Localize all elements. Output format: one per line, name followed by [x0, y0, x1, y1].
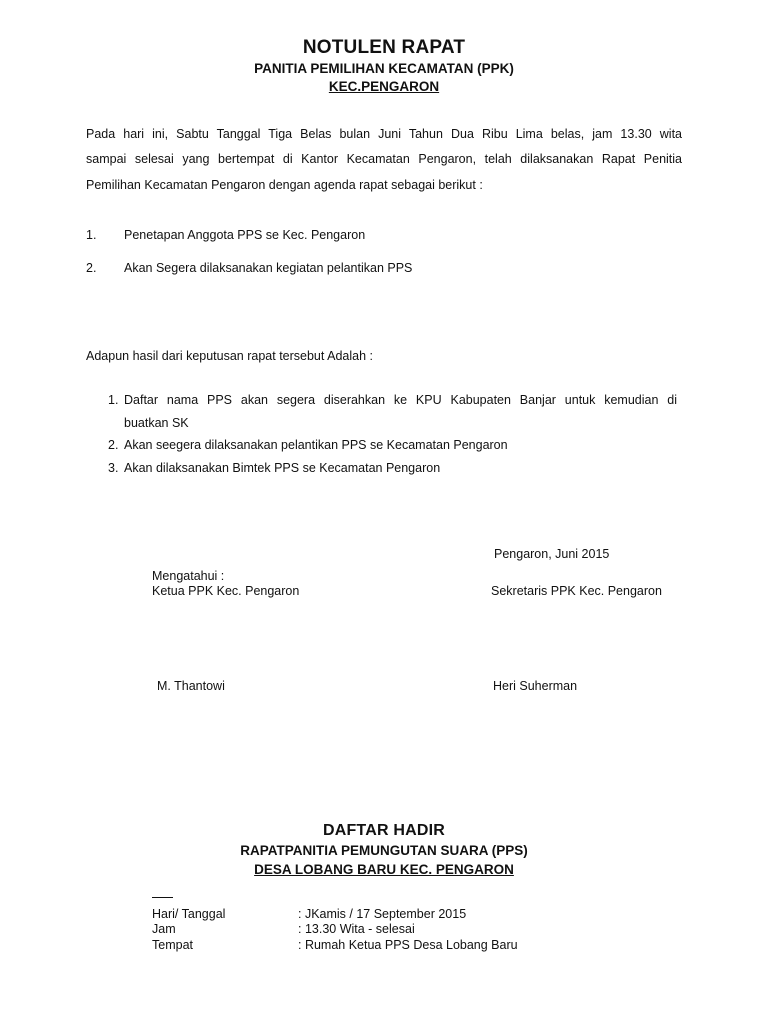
intro-line-2: sampai selesai yang bertempat di Kantor Kecamatan Pengaron, telah dilaksanakan Rapat Penitia	[86, 152, 682, 166]
result-item-2-text: Akan seegera dilaksanakan pelantikan PPS se Kecamatan Pengaron	[124, 438, 508, 452]
short-divider	[152, 897, 173, 898]
attendance-row-value-day: : JKamis / 17 September 2015	[298, 907, 467, 921]
result-item-1-continuation: buatkan SK	[124, 416, 189, 430]
attendance-row-label-day: Hari/ Tanggal	[152, 907, 226, 921]
intro-line-1: Pada hari ini, Sabtu Tanggal Tiga Belas bulan Juni Tahun Dua Ribu Lima belas, jam 13.30 wita	[86, 127, 682, 141]
document-title: NOTULEN RAPAT	[302, 37, 466, 58]
result-item-1-text: Daftar nama PPS akan segera diserahkan ke KPU Kabupaten Banjar untuk kemudian di	[124, 393, 677, 407]
location-wrapper	[0, 79, 768, 94]
signature-left-label-1: Mengatahui :	[152, 569, 225, 583]
agenda-item-2-text: Akan Segera dilaksanakan kegiatan pelantikan PPS	[124, 261, 413, 275]
result-item-3-number: 3.	[108, 461, 119, 475]
signature-place-date: Pengaron, Juni 2015	[494, 547, 610, 561]
attendance-subtitle: RAPATPANITIA PEMUNGUTAN SUARA (PPS)	[240, 843, 528, 858]
attendance-row-label-time: Jam	[152, 922, 176, 936]
signature-right-label: Sekretaris PPK Kec. Pengaron	[491, 584, 662, 598]
document-subtitle: PANITIA PEMILIHAN KECAMATAN (PPK)	[254, 61, 514, 76]
attendance-row-value-place: : Rumah Ketua PPS Desa Lobang Baru	[298, 938, 518, 952]
attendance-location: DESA LOBANG BARU KEC. PENGARON	[254, 862, 514, 877]
attendance-title: DAFTAR HADIR	[322, 822, 446, 839]
signature-left-label-2: Ketua PPK Kec. Pengaron	[152, 584, 300, 598]
result-item-3-text: Akan dilaksanakan Bimtek PPS se Kecamatan Pengaron	[124, 461, 441, 475]
document-location: KEC.PENGARON	[328, 79, 440, 94]
result-item-2-number: 2.	[108, 438, 119, 452]
result-item-1-number: 1.	[108, 393, 119, 407]
signature-right-name: Heri Suherman	[493, 679, 578, 693]
attendance-location-wrapper	[0, 862, 768, 877]
agenda-item-1-number: 1.	[86, 228, 97, 242]
attendance-row-label-place: Tempat	[152, 938, 193, 952]
agenda-item-2-number: 2.	[86, 261, 97, 275]
intro-line-3: Pemilihan Kecamatan Pengaron dengan agenda rapat sebagai berikut :	[86, 178, 483, 192]
agenda-item-1-text: Penetapan Anggota PPS se Kec. Pengaron	[124, 228, 366, 242]
results-intro: Adapun hasil dari keputusan rapat tersebut Adalah :	[86, 349, 374, 363]
signature-left-name: M. Thantowi	[157, 679, 225, 693]
attendance-row-value-time: : 13.30 Wita - selesai	[298, 922, 415, 936]
